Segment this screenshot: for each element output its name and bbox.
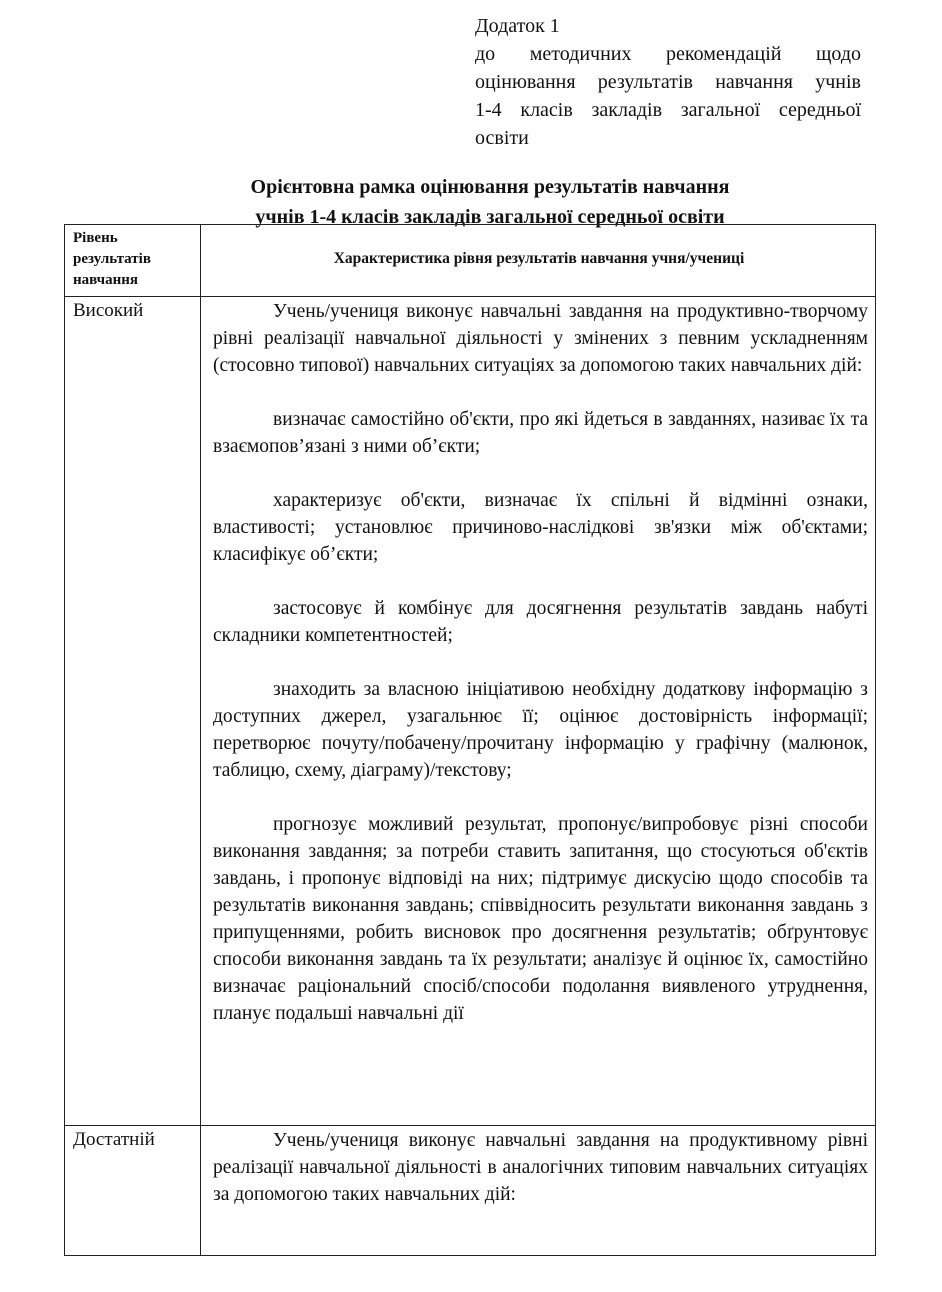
high-paragraph-4: застосовує й комбінує для досягнення результатів завдань набуті складники компетентностей; [213,598,868,646]
level-high: Високий [73,300,144,321]
document-title [150,172,830,232]
title-line-1: Орієнтовна рамка оцінювання результатів навчання [250,176,730,198]
header-level [73,228,197,291]
high-level-description [213,298,868,1027]
title-line-2: учнів 1-4 класів закладів загальної середньої освіти [255,206,725,228]
header-divider [65,296,875,297]
annex-note [475,12,861,152]
annex-line-2: до методичних рекомендацій щодо [475,43,861,65]
header-characteristic: Характеристика рівня результатів навчання учня/учениці [333,250,745,267]
column-divider [200,225,201,1255]
annex-line-3: оцінювання результатів навчання учнів [475,71,861,93]
assessment-table [64,224,876,1256]
header-level-line-3: навчання [73,272,139,288]
high-paragraph-3: характеризує об'єкти, визначає їх спільні й відмінні ознаки, властивості; установлює причиново-наслідкові зв'язки між об'єктами; класифікує об’єкти; [213,490,868,565]
header-level-line-2: результатів [73,251,151,267]
annex-line-1: Додаток 1 [475,15,560,37]
sufficient-level-description [213,1127,868,1208]
level-sufficient: Достатній [73,1129,155,1150]
annex-line-5: освіти [475,127,529,149]
sufficient-paragraph-1: Учень/учениця виконує навчальні завдання на продуктивному рівні реалізації навчальної діяльності в аналогічних типовим навчальних ситуаціях за допомогою таких навчальних дій: [213,1130,868,1205]
high-paragraph-5: знаходить за власною ініціативою необхідну додаткову інформацію з доступних джерел, узагальнює її; оцінює достовірність інформації; перетворює почуту/побачену/прочитану інформацію у графічну (малюнок, таблицю, схему, діаграму)/текстову; [213,679,868,781]
header-level-line-1: Рівень [73,230,118,246]
row-divider [65,1125,875,1126]
high-paragraph-6: прогнозує можливий результат, пропонує/випробовує різні способи виконання завдання; за потреби ставить запитання, що стосуються об'єктів завдань, і пропонує відповіді на них; підтримує дискусію щодо способів та результатів виконання завдань; співвідносить результати виконання завдань з припущеннями, робить висновок про досягнення результатів; обґрунтовує способи виконання завдань та їх результати; аналізує й оцінює їх, самостійно визначає раціональний спосіб/способи подолання виявленого утруднення, планує подальші навчальні дії [213,814,868,1024]
high-paragraph-2: визначає самостійно об'єкти, про які йдеться в завданнях, називає їх та взаємопов’язані з ними об’єкти; [213,409,868,457]
high-paragraph-1: Учень/учениця виконує навчальні завдання на продуктивно-творчому рівні реалізації навчальної діяльності у змінених з певним ускладненням (стосовно типової) навчальних ситуаціях за допомогою таких навчальних дій: [213,301,868,376]
annex-line-4: 1-4 класів закладів загальної середньої [475,99,861,121]
